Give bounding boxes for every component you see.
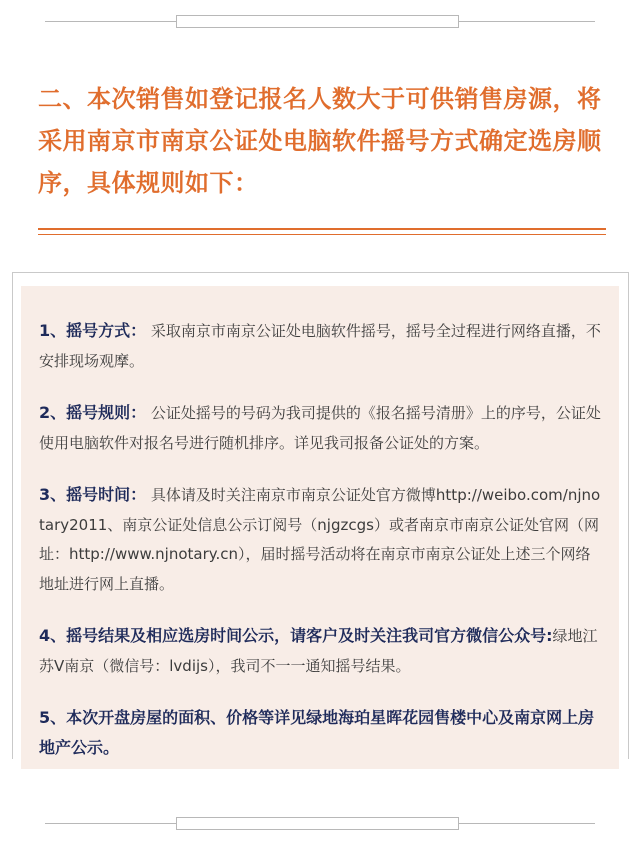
heading-rule-thin	[38, 234, 606, 235]
rule-item-3	[39, 480, 601, 599]
top-divider-box	[176, 15, 459, 28]
rule-item-1	[39, 316, 601, 376]
rule-4-label: 4、摇号结果及相应选房时间公示，请客户及时关注我司官方微信公众号:	[39, 626, 553, 645]
heading-rule-thick	[38, 228, 606, 230]
rule-2-label: 2、摇号规则：	[39, 403, 147, 422]
rule-item-2	[39, 398, 601, 458]
rule-5-label: 5、本次开盘房屋的面积、价格等详见绿地海珀星晖花园售楼中心及南京网上房地产公示。	[39, 708, 595, 757]
rule-item-4	[39, 621, 601, 681]
rule-3-text: 具体请及时关注南京市南京公证处官方微博http://weibo.com/njnotary2011、南京公证处信息公示订阅号（njgzcgs）或者南京市南京公证处官网（网址：http://www.njnotary.cn），届时摇号活动将在南京市南京公证处上述三个网络地址进行网上直播。	[39, 486, 601, 593]
rule-2-text: 公证处摇号的号码为我司提供的《报名摇号清册》上的序号，公证处使用电脑软件对报名号进行随机排序。详见我司报备公证处的方案。	[39, 404, 601, 452]
section-heading: 二、本次销售如登记报名人数大于可供销售房源，将采用南京市南京公证处电脑软件摇号方式确定选房顺序，具体规则如下：	[38, 85, 602, 197]
rule-3-label: 3、摇号时间：	[39, 485, 147, 504]
rule-1-label: 1、摇号方式：	[39, 321, 147, 340]
rule-item-5	[39, 703, 601, 762]
rule-4-text: 绿地江苏V南京（微信号：lvdijs），我司不一一通知摇号结果。	[39, 627, 598, 675]
rule-1-text: 采取南京市南京公证处电脑软件摇号，摇号全过程进行网络直播，不安排现场观摩。	[39, 322, 601, 370]
rules-card	[21, 286, 619, 769]
bottom-divider-box	[176, 817, 459, 830]
